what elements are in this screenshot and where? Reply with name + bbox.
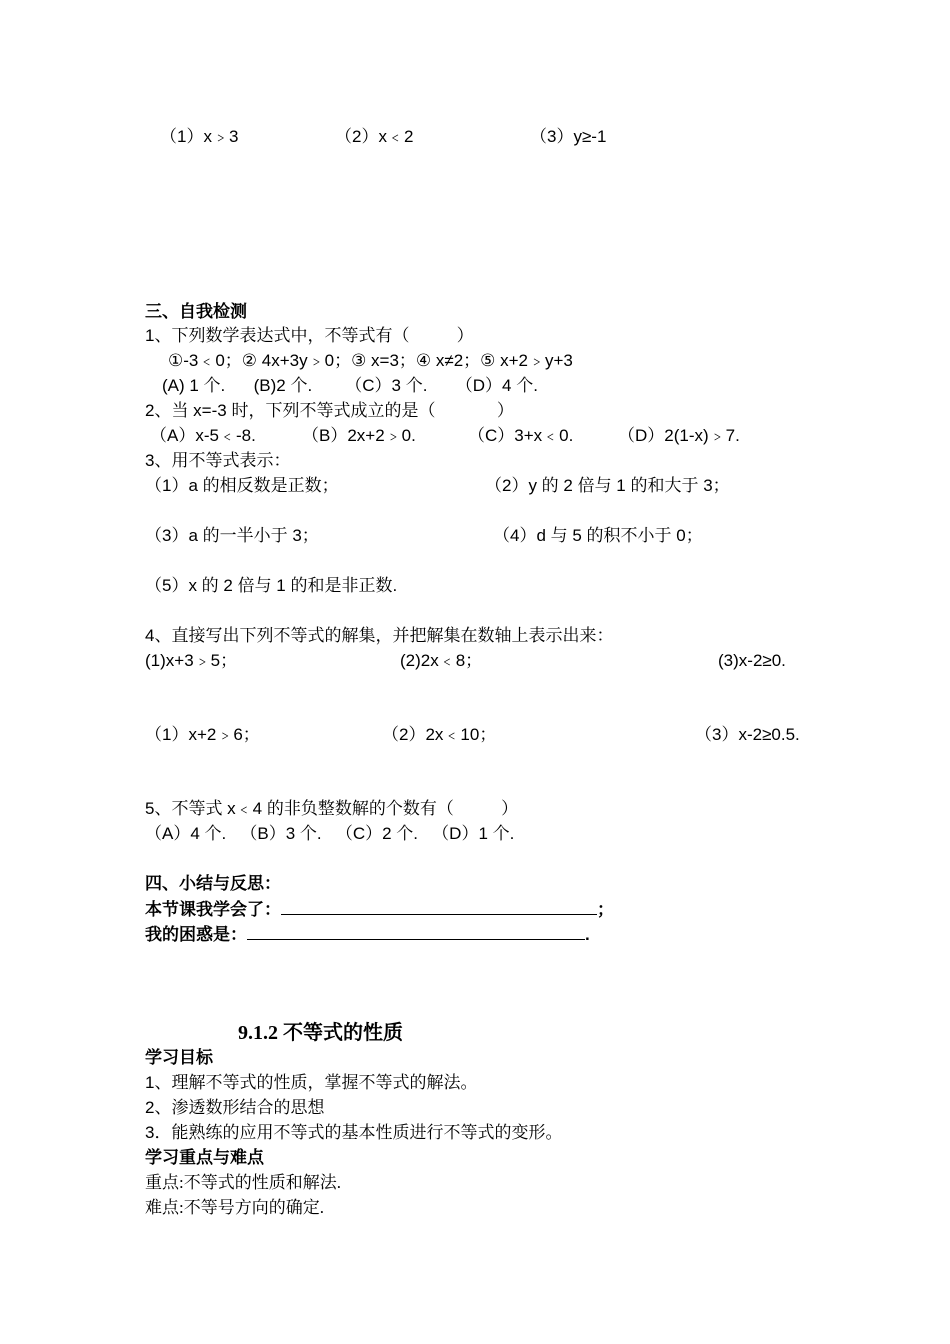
q4-row2-item1: （1）x+2﹥6； xyxy=(145,725,260,744)
q4-row1-item2: (2)2x﹤8； xyxy=(400,651,483,670)
q5-stem: 5、不等式 x﹤4 的非负整数解的个数有（ ） xyxy=(145,799,519,818)
inequality-item-2: （2）x﹤2 xyxy=(335,127,414,146)
goals-heading: 学习目标 xyxy=(145,1048,213,1067)
q2-stem: 2、当 x=-3 时，下列不等式成立的是（ ） xyxy=(145,401,514,420)
q4-row1-item1: (1)x+3﹥5； xyxy=(145,651,238,670)
q3-part-5: （5）x 的 2 倍与 1 的和是非正数. xyxy=(145,576,398,595)
q1-expressions: ①-3﹤0；② 4x+3y﹥0；③ x=3；④ x≠2；⑤ x+2﹥y+3 xyxy=(168,351,573,370)
confused-line xyxy=(145,923,590,946)
q5-options: （A）4 个. （B）3 个. （C）2 个. （D）1 个. xyxy=(145,824,515,843)
goal-3: 3．能熟练的应用不等式的基本性质进行不等式的变形。 xyxy=(145,1123,563,1142)
q2-option-a: （A）x-5﹤-8. xyxy=(150,426,256,445)
inequality-item-1: （1）x﹥3 xyxy=(160,127,239,146)
q2-option-c: （C）3+x﹤0. xyxy=(468,426,574,445)
q4-row2-item3: （3）x-2≥0.5. xyxy=(695,725,800,744)
q2-option-d: （D）2(1-x)﹥7. xyxy=(618,426,740,445)
q4-stem: 4、直接写出下列不等式的解集，并把解集在数轴上表示出来： xyxy=(145,626,614,645)
q1-options: (A) 1 个. (B)2 个. （C）3 个. （D）4 个. xyxy=(162,376,538,395)
q3-stem: 3、用不等式表示： xyxy=(145,451,291,470)
q3-part-4: （4）d 与 5 的积不小于 0； xyxy=(493,526,703,545)
learned-line xyxy=(145,898,614,921)
section3-heading: 三、自我检测 xyxy=(145,302,247,321)
inequality-item-3: （3）y≥-1 xyxy=(530,127,607,146)
q3-part-2: （2）y 的 2 倍与 1 的和大于 3； xyxy=(485,476,730,495)
learned-blank xyxy=(281,898,597,915)
q3-part-3: （3）a 的一半小于 3； xyxy=(145,526,319,545)
confused-blank xyxy=(247,923,585,940)
key-heading: 学习重点与难点 xyxy=(145,1148,264,1167)
confused-label: 我的困惑是： xyxy=(145,925,247,944)
q1-stem: 1、下列数学表达式中，不等式有（ ） xyxy=(145,326,474,345)
goal-2: 2、渗透数形结合的思想 xyxy=(145,1098,325,1117)
goal-1: 1、理解不等式的性质，掌握不等式的解法。 xyxy=(145,1073,478,1092)
section4-heading: 四、小结与反思： xyxy=(145,874,281,893)
q2-option-b: （B）2x+2﹥0. xyxy=(302,426,416,445)
confused-end: . xyxy=(585,925,590,944)
lesson-title: 9.1.2 不等式的性质 xyxy=(238,1022,403,1044)
q4-row2-item2: （2）2x﹤10； xyxy=(382,725,497,744)
learned-end: ； xyxy=(597,900,614,919)
q3-part-1: （1）a 的相反数是正数； xyxy=(145,476,339,495)
difficulty-point: 难点:不等号方向的确定. xyxy=(145,1198,324,1217)
q4-row1-item3: (3)x-2≥0. xyxy=(718,651,786,670)
learned-label: 本节课我学会了： xyxy=(145,900,281,919)
key-point: 重点:不等式的性质和解法. xyxy=(145,1173,341,1192)
